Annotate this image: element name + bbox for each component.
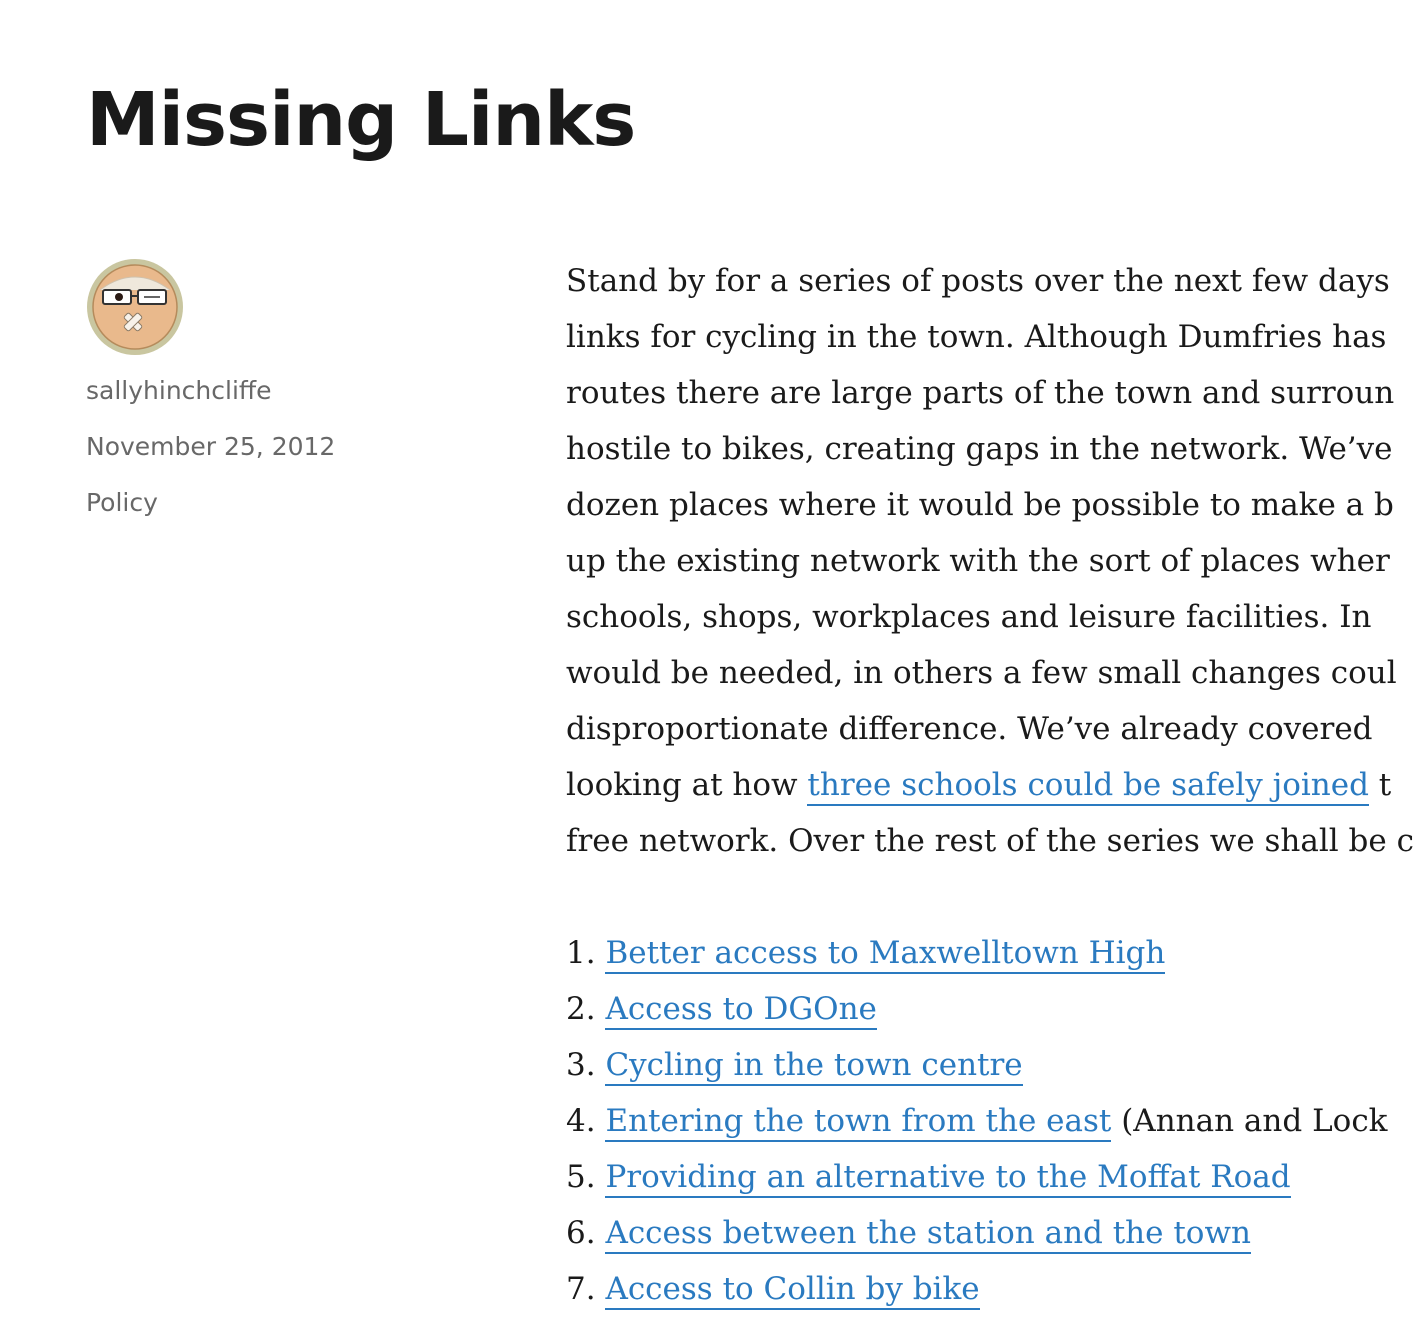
list-item <box>566 981 1378 1037</box>
author-avatar[interactable] <box>86 258 184 356</box>
list-link[interactable]: Entering the town from the east <box>605 1103 1111 1142</box>
intro-line: hostile to bikes, creating gaps in the network. We’ve <box>566 431 1393 467</box>
list-item <box>566 1149 1378 1205</box>
list-number: 2. <box>566 991 606 1027</box>
list-item <box>566 1037 1378 1093</box>
category-link[interactable]: Policy <box>86 488 158 517</box>
list-link[interactable]: Access to DGOne <box>605 991 876 1030</box>
post-content <box>566 253 1414 1332</box>
list-number: 6. <box>566 1215 606 1251</box>
list-number: 3. <box>566 1047 606 1083</box>
intro-line: free network. Over the rest of the series we shall be c <box>566 823 1414 859</box>
list-link[interactable]: Better access to Maxwelltown High <box>605 935 1165 974</box>
intro-line: Stand by for a series of posts over the next few days <box>566 263 1390 299</box>
list-link[interactable]: Cycling in the town centre <box>605 1047 1022 1086</box>
post-date[interactable]: November 25, 2012 <box>86 432 336 461</box>
post-meta <box>86 258 466 517</box>
paragraph-gap <box>566 869 1378 925</box>
intro-text: t <box>1368 767 1392 803</box>
intro-line: links for cycling in the town. Although Dumfries has <box>566 319 1387 355</box>
list-suffix: (Annan and Lock <box>1111 1103 1388 1139</box>
three-schools-link[interactable]: three schools could be safely joined <box>807 767 1369 806</box>
list-item <box>566 1261 1378 1317</box>
list-item <box>566 1205 1378 1261</box>
intro-line-with-link <box>566 757 1392 813</box>
list-link[interactable]: Access between the station and the town <box>605 1215 1251 1254</box>
list-number: 5. <box>566 1159 606 1195</box>
list-number: 7. <box>566 1271 606 1307</box>
post-title: Missing Links <box>86 77 636 163</box>
list-number: 1. <box>566 935 606 971</box>
intro-line: dozen places where it would be possible to make a b <box>566 487 1394 523</box>
list-item <box>566 925 1378 981</box>
list-number: 4. <box>566 1103 606 1139</box>
intro-line: would be needed, in others a few small changes coul <box>566 655 1397 691</box>
list-item <box>566 1093 1388 1149</box>
intro-text: looking at how <box>566 767 808 803</box>
list-link[interactable]: Access to Collin by bike <box>605 1271 979 1310</box>
intro-line: routes there are large parts of the town and surroun <box>566 375 1395 411</box>
author-link[interactable]: sallyhinchcliffe <box>86 376 272 405</box>
intro-line: up the existing network with the sort of places wher <box>566 543 1390 579</box>
intro-line: disproportionate difference. We’ve already covered <box>566 711 1373 747</box>
intro-line: schools, shops, workplaces and leisure facilities. In <box>566 599 1372 635</box>
list-link[interactable]: Providing an alternative to the Moffat Road <box>605 1159 1290 1198</box>
